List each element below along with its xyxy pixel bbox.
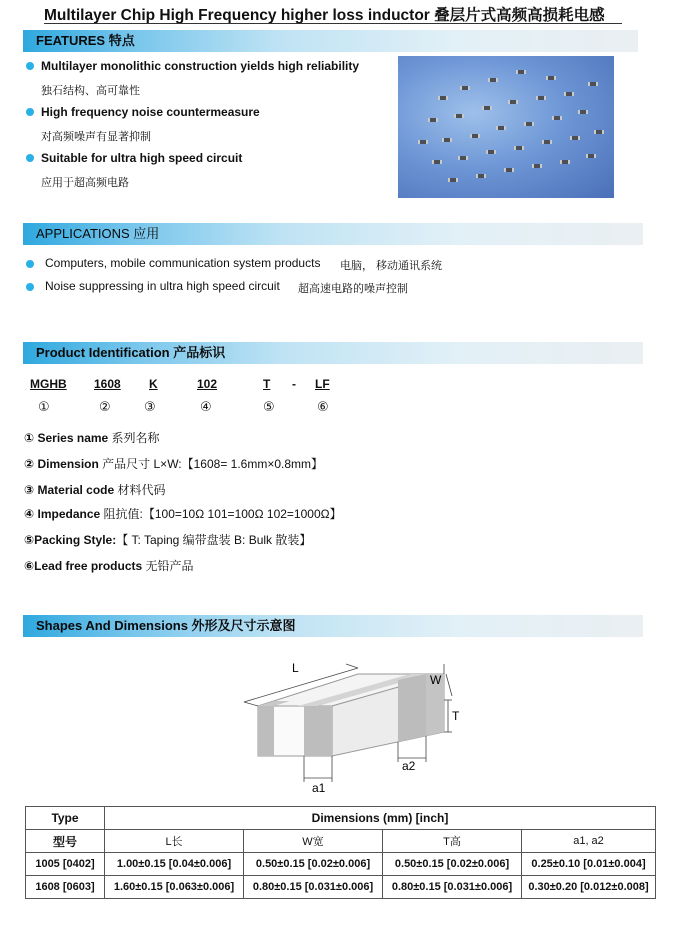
title-underline <box>44 23 622 24</box>
column-header-a: a1, a2 <box>522 830 656 853</box>
column-header-w: W宽 <box>244 830 383 853</box>
id-line-leadfree: ⑥Lead free products 无铅产品 <box>24 559 194 573</box>
application-1-en: Computers, mobile communication system products <box>45 256 321 270</box>
table-row <box>26 876 656 899</box>
cell-a: 0.30±0.20 [0.012±0.008] <box>522 876 656 899</box>
features-heading: FEATURES 特点 <box>23 30 638 52</box>
bullet-icon <box>26 154 34 162</box>
row-type: 1608 [0603] <box>26 876 105 899</box>
feature-3-cn: 应用于超高频电路 <box>41 177 129 189</box>
page-title: Multilayer Chip High Frequency higher loss inductor 叠层片式高频高损耗电感 <box>44 7 605 24</box>
shapes-heading: Shapes And Dimensions 外形及尺寸示意图 <box>23 615 643 637</box>
code-part-packing: T <box>263 377 271 391</box>
applications-heading: APPLICATIONS 应用 <box>23 223 643 245</box>
code-part-dimension: 1608 <box>94 377 121 391</box>
cell-t: 0.80±0.15 [0.031±0.006] <box>383 876 522 899</box>
application-1-cn: 电脑， 移动通讯系统 <box>340 260 443 272</box>
table-row <box>26 853 656 876</box>
code-number-5: ⑤ <box>263 399 275 414</box>
id-line-material: ③ Material code 材料代码 <box>24 483 166 497</box>
bullet-icon <box>26 62 34 70</box>
bullet-icon <box>26 283 34 291</box>
bullet-icon <box>26 260 34 268</box>
diagram-label-a1: a1 <box>312 781 326 795</box>
code-number-2: ② <box>99 399 111 414</box>
cell-w: 0.50±0.15 [0.02±0.006] <box>244 853 383 876</box>
feature-1-en: Multilayer monolithic construction yields high reliability <box>41 59 360 73</box>
id-line-dimension: ② Dimension 产品尺寸 L×W:【1608= 1.6mm×0.8mm】 <box>24 457 324 471</box>
product-photo <box>398 56 614 198</box>
code-part-leadfree: LF <box>315 377 330 391</box>
column-header-t: T高 <box>383 830 522 853</box>
diagram-label-t: T <box>452 709 460 723</box>
code-number-6: ⑥ <box>317 399 329 414</box>
application-2-en: Noise suppressing in ultra high speed circuit <box>45 279 280 293</box>
code-number-4: ④ <box>200 399 212 414</box>
cell-l: 1.00±0.15 [0.04±0.006] <box>105 853 244 876</box>
id-line-impedance: ④ Impedance 阻抗值:【100=10Ω 101=100Ω 102=1000Ω】 <box>24 507 342 521</box>
cell-l: 1.60±0.15 [0.063±0.006] <box>105 876 244 899</box>
type-header-cn: 型号 <box>26 830 105 853</box>
feature-1-cn: 独石结构、高可靠性 <box>41 85 140 97</box>
type-header: Type <box>26 807 105 830</box>
application-2-cn: 超高速电路的噪声控制 <box>298 283 408 295</box>
row-type: 1005 [0402] <box>26 853 105 876</box>
code-number-3: ③ <box>144 399 156 414</box>
dimensions-header: Dimensions (mm) [inch] <box>105 807 656 830</box>
code-part-series: MGHB <box>30 377 67 391</box>
column-header-l: L长 <box>105 830 244 853</box>
diagram-label-w: W <box>430 673 442 687</box>
code-part-impedance: 102 <box>197 377 218 391</box>
id-line-packing: ⑤Packing Style:【 T: Taping 编带盘装 B: Bulk 散装】 <box>24 533 312 547</box>
cell-a: 0.25±0.10 [0.01±0.004] <box>522 853 656 876</box>
feature-2-en: High frequency noise countermeasure <box>41 105 260 119</box>
code-part-material: K <box>149 377 158 391</box>
feature-3-en: Suitable for ultra high speed circuit <box>41 151 243 165</box>
code-part-separator: - <box>292 377 296 391</box>
product-id-heading: Product Identification 产品标识 <box>23 342 643 364</box>
id-line-series: ① Series name 系列名称 <box>24 431 160 445</box>
code-number-1: ① <box>38 399 50 414</box>
cell-w: 0.80±0.15 [0.031±0.006] <box>244 876 383 899</box>
dimensions-table <box>25 806 656 899</box>
cell-t: 0.50±0.15 [0.02±0.006] <box>383 853 522 876</box>
diagram-label-a2: a2 <box>402 759 416 773</box>
diagram-label-l: L <box>292 661 299 675</box>
feature-2-cn: 对高频噪声有显著抑制 <box>41 131 151 143</box>
bullet-icon <box>26 108 34 116</box>
chip-dimension-diagram <box>230 650 470 800</box>
